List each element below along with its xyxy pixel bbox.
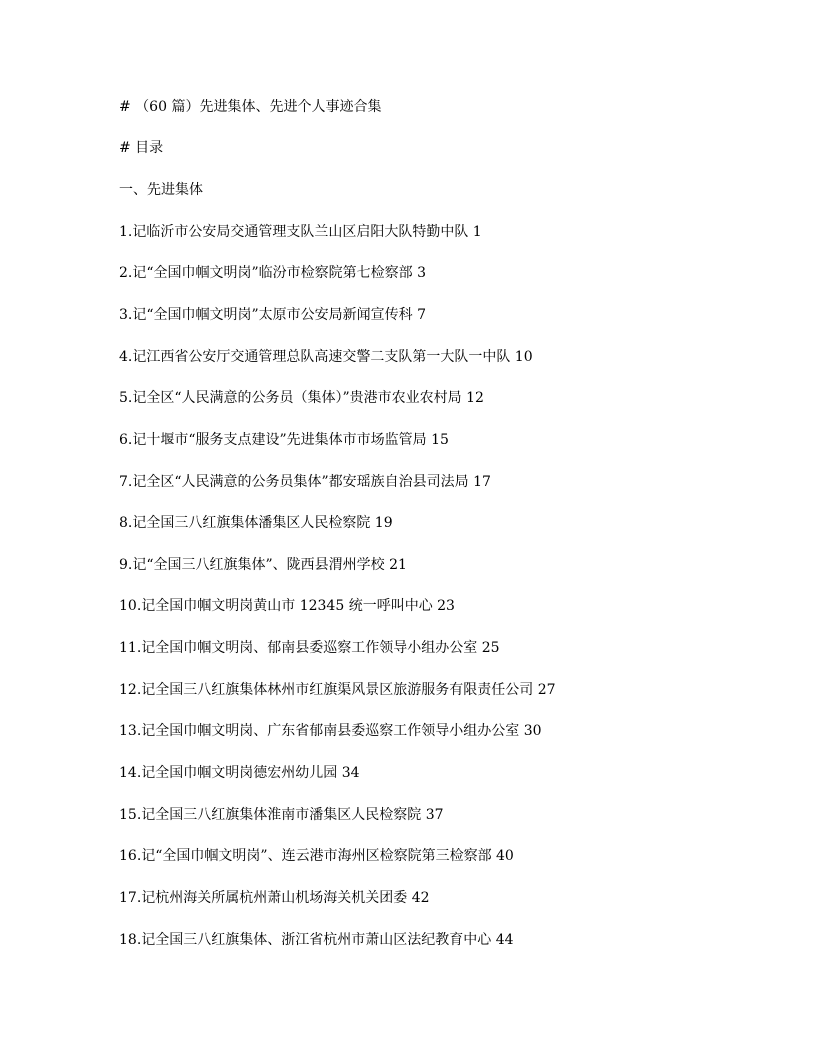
toc-entry: 15.记全国三八红旗集体淮南市潘集区人民检察院 37	[119, 807, 444, 823]
toc-entry: 9.记“全国三八红旗集体”、陇西县渭州学校 21	[119, 557, 407, 573]
toc-entry: 1.记临沂市公安局交通管理支队兰山区启阳大队特勤中队 1	[119, 224, 482, 240]
toc-entry: 7.记全区“人民满意的公务员集体”都安瑶族自治县司法局 17	[119, 474, 491, 490]
toc-entry: 17.记杭州海关所属杭州萧山机场海关机关团委 42	[119, 890, 430, 906]
toc-entry: 16.记“全国巾帼文明岗”、连云港市海州区检察院第三检察部 40	[119, 848, 514, 864]
toc-entry: 12.记全国三八红旗集体林州市红旗渠风景区旅游服务有限责任公司 27	[119, 682, 556, 698]
toc-entry: 14.记全国巾帼文明岗德宏州幼儿园 34	[119, 765, 360, 781]
toc-entry: 11.记全国巾帼文明岗、郁南县委巡察工作领导小组办公室 25	[119, 640, 500, 656]
toc-entry: 18.记全国三八红旗集体、浙江省杭州市萧山区法纪教育中心 44	[119, 932, 514, 948]
toc-entry: 5.记全区“人民满意的公务员（集体）”贵港市农业农村局 12	[119, 390, 484, 406]
toc-entry: 13.记全国巾帼文明岗、广东省郁南县委巡察工作领导小组办公室 30	[119, 723, 542, 739]
toc-entry: 8.记全国三八红旗集体潘集区人民检察院 19	[119, 515, 393, 531]
toc-entry: 6.记十堰市“服务支点建设”先进集体市市场监管局 15	[119, 432, 449, 448]
toc-entry: 2.记“全国巾帼文明岗”临汾市检察院第七检察部 3	[119, 265, 427, 281]
section-heading: 一、先进集体	[119, 182, 203, 198]
toc-heading: # 目录	[119, 140, 164, 156]
document-title: # （60 篇）先进集体、先进个人事迹合集	[119, 99, 382, 115]
toc-entry: 10.记全国巾帼文明岗黄山市 12345 统一呼叫中心 23	[119, 598, 455, 614]
toc-entry: 4.记江西省公安厅交通管理总队高速交警二支队第一大队一中队 10	[119, 349, 533, 365]
toc-entry: 3.记“全国巾帼文明岗”太原市公安局新闻宣传科 7	[119, 307, 427, 323]
